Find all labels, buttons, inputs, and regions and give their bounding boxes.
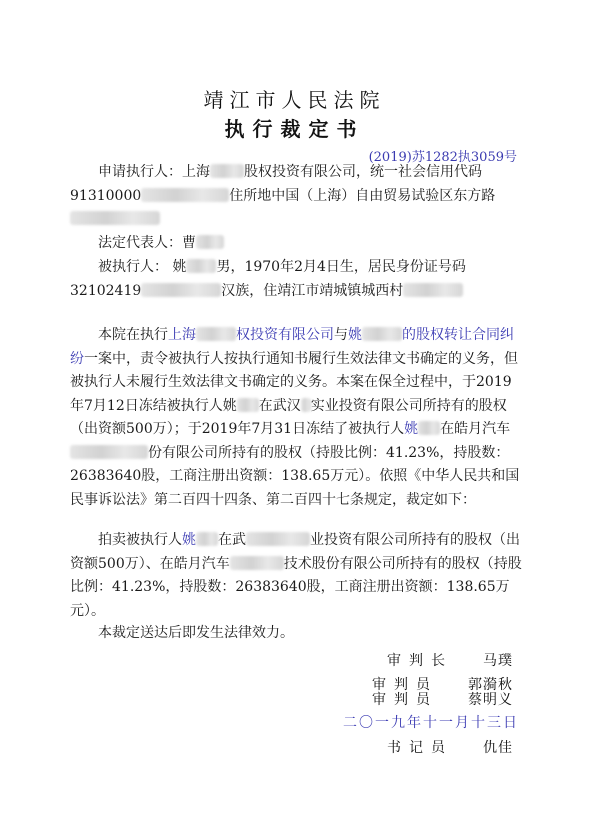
signature-name: 郭漪秋 [468,677,513,693]
respondent-text-3: 32102419 [70,282,142,299]
applicant-text-4: 住所地中国（上海）自由贸易试验区东 [229,187,468,204]
document-title: 执行裁定书 [224,117,365,141]
redaction [186,259,216,273]
redaction [403,283,463,297]
body-text: 一案中，责令被执行人按执行通知书履行生效法律文书确定的义务，但被执行人未履行生效法律文书确定的义务。本案在保全过程中，于2019年7月12日冻结被执行人姚 [70,350,518,414]
redaction [301,398,311,412]
applicant-paragraph [70,161,522,232]
party-link-respondent[interactable]: 姚 [348,327,362,343]
representative-label: 法定代表人：曹 [98,235,196,251]
body-text: 份有限公司所持有的股权（持股比例：41.23%，持股数：26383640股，工商注册出资额：138.65万元）。依照《中华人民共和国民事诉讼法》第二百四十四条、第二百四十七条规定，裁定如下： [70,444,520,508]
party-link-respondent-2[interactable]: 姚 [404,421,419,437]
body-text: 在武汉 [258,397,301,414]
party-link-applicant-2[interactable]: 权投资有限公司 [236,327,334,343]
respondent-text-2: 男，1970年2月4日生，居民身份证号码 [216,259,466,275]
decision-text: 技术股份有限公司所持有的股权（持股比例：41.23%，持股数：26383640股，工商注册出资额：138.65万元）。 [70,555,522,619]
respondent-paragraph [70,256,522,303]
respondent-text-4: 汉族，住靖江市靖城镇城西村 [221,282,404,299]
signature-role: 审判长 [387,653,453,669]
effect-statement [70,622,522,646]
redaction [196,235,224,249]
signature-judge-2 [372,689,513,709]
redaction [246,532,310,546]
redaction [196,327,236,341]
body-text: 在皓月汽车 [440,421,511,437]
signature-name: 蔡明义 [468,692,513,708]
signature-chief-judge [387,650,513,670]
legal-representative [70,232,522,256]
signature-role: 书记员 [387,740,453,756]
redaction [230,556,284,570]
case-type-link-2[interactable]: 合同纠纷 [70,327,514,367]
party-link-applicant[interactable]: 上海 [168,327,196,343]
signature-name: 仇佳 [483,740,513,756]
decision-text: 在武 [218,532,246,548]
decision-text: 拍卖被执行人 [98,532,182,548]
respondent-text-1: 被执行人： 姚 [98,259,187,275]
ruling-body-paragraph [70,324,522,512]
applicant-text-2: 股权投资有限公司，统一社会信用代 [244,164,468,180]
redaction [70,445,148,459]
body-text: 本院在执行 [98,327,168,343]
applicant-text-1: 申请执行人：上海 [98,164,210,180]
court-name: 靖江市人民法院 [203,88,386,112]
redaction [418,421,440,435]
redaction [210,164,244,178]
body-text: 与 [334,327,348,343]
redaction [362,327,402,341]
body-text: 实业投资有限公司所持有的股权（出资额500万）；于2019年7月31日冻结了被执行人 [70,397,507,437]
redaction [237,398,259,412]
ruling-decision-paragraph [70,529,522,623]
redaction [141,283,221,297]
redaction [70,211,160,225]
applicant-text-3: 码91310000 [70,164,482,204]
signature-role: 审判员 [372,677,438,693]
decision-text: 业投资有限公司所持有的股权（出资额500万）、在皓月汽车 [70,532,520,572]
case-type-link[interactable]: 的股权转让 [402,327,472,343]
applicant-text-5: 方路 [467,187,496,204]
party-link-respondent-3[interactable]: 姚 [182,532,196,548]
case-number: (2019)苏1282执3059号 [368,150,517,165]
ruling-date: 二〇一九年十一月十三日 [343,715,519,731]
redaction [196,532,218,546]
effect-text: 本裁定送达后即发生法律效力。 [98,625,294,641]
redaction [141,188,229,202]
signature-role: 审判员 [372,692,438,708]
signature-clerk [387,737,513,757]
signature-name: 马璞 [483,653,513,669]
